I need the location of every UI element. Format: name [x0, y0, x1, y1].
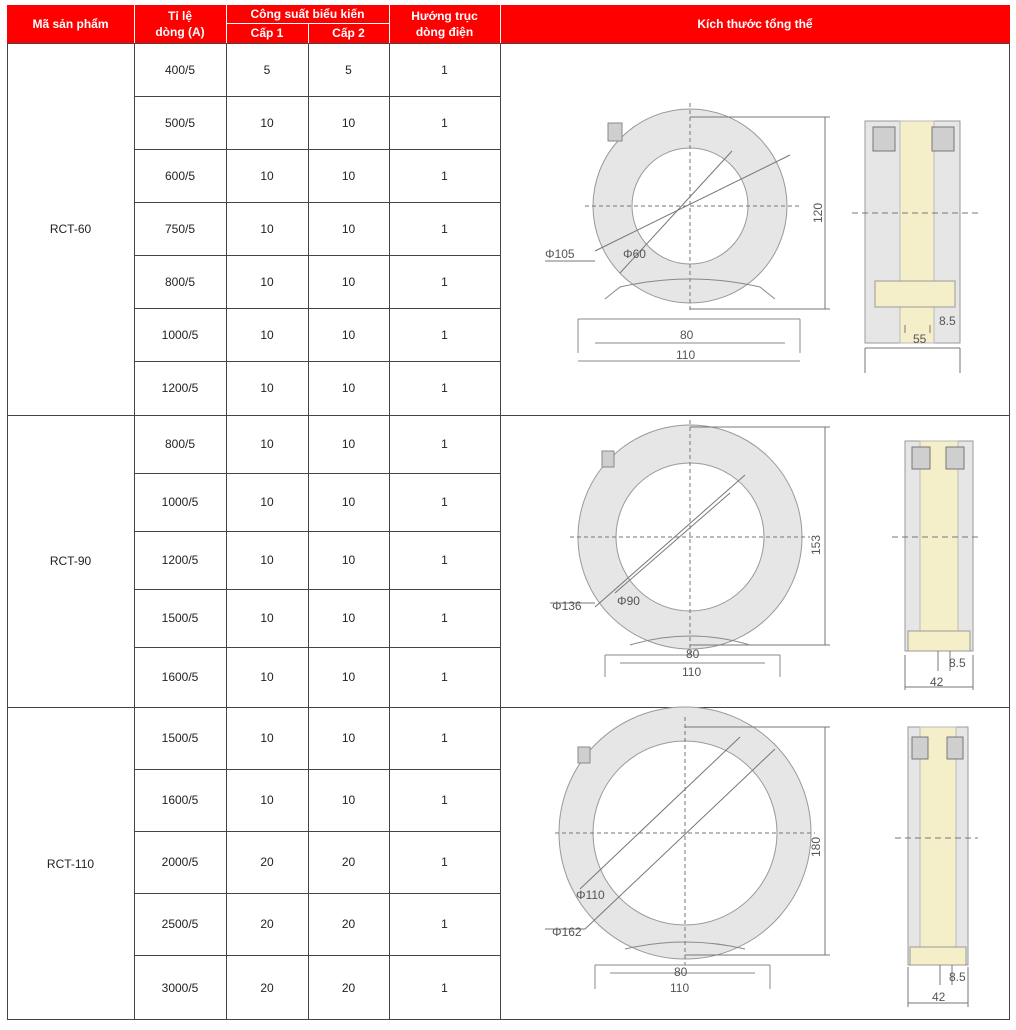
table-row-axis: 1 [441, 221, 448, 236]
table-row-ratio: 2000/5 [161, 855, 199, 869]
table-row-class1: 20 [260, 917, 274, 931]
header-ratio [134, 5, 226, 43]
table-row-ratio: 1200/5 [161, 553, 199, 567]
table-row-axis: 1 [441, 855, 448, 869]
product-code-rct60: RCT-60 [49, 222, 92, 236]
product-code-rct90: RCT-90 [49, 554, 92, 568]
label-outer-dia: Φ162 [552, 925, 582, 939]
label-depth: 42 [930, 675, 944, 689]
table-row-ratio: 1500/5 [161, 731, 199, 745]
table-row-class2: 10 [341, 731, 356, 745]
table-row-ratio: 800/5 [164, 274, 196, 289]
label-base-outer: 110 [682, 665, 702, 679]
label-terminal: 8.5 [949, 970, 966, 984]
table-row-class1: 10 [260, 381, 274, 395]
table-row-class1: 10 [260, 168, 274, 183]
label-height: 120 [811, 202, 825, 223]
product-code-rct110: RCT-110 [46, 856, 95, 871]
table-row-class1: 20 [260, 855, 274, 869]
table-row-ratio: 600/5 [164, 168, 196, 183]
label-outer-dia: Φ136 [552, 599, 582, 613]
table-row-class1: 10 [260, 793, 274, 807]
table-row-ratio: 3000/5 [161, 980, 199, 995]
table-row-axis: 1 [441, 437, 448, 451]
table-row-axis: 1 [441, 381, 448, 395]
label-depth: 55 [913, 332, 927, 346]
header-axis-line2: dòng điện [415, 25, 474, 39]
table-row-axis: 1 [441, 980, 448, 995]
label-base-inner: 80 [686, 647, 700, 661]
table-row-class1: 10 [260, 221, 274, 236]
table-row-class1: 20 [260, 980, 274, 995]
table-row-axis: 1 [441, 731, 448, 745]
table-row-axis: 1 [441, 62, 448, 77]
table-row-axis: 1 [441, 917, 448, 931]
table-row-axis: 1 [441, 553, 448, 567]
table-row-class2: 10 [341, 381, 356, 395]
table-row-class1: 10 [260, 670, 274, 684]
label-outer-dia: Φ105 [545, 247, 575, 261]
table-row-ratio: 500/5 [164, 115, 196, 130]
table-row-class1: 10 [260, 731, 274, 745]
table-row-class2: 20 [341, 980, 356, 995]
table-row-axis: 1 [441, 327, 448, 342]
dimension-drawing-rct60 [500, 43, 1010, 415]
label-inner-dia: Φ90 [617, 594, 640, 608]
table-row-class1: 10 [260, 611, 274, 625]
table-row-axis: 1 [441, 274, 448, 289]
table-row-class1: 10 [260, 115, 274, 130]
table-row-ratio: 1600/5 [161, 670, 199, 684]
table-row-class2: 20 [341, 855, 356, 869]
header-ratio-line2: dòng (A) [155, 25, 205, 39]
header-power: Công suất biểu kiến [226, 5, 389, 23]
table-row-class2: 10 [341, 611, 356, 625]
table-row-class2: 10 [341, 793, 356, 807]
dimension-drawing-rct90 [500, 415, 1010, 707]
label-inner-dia: Φ60 [623, 247, 646, 261]
table-row-class2: 10 [341, 115, 356, 130]
spec-table [7, 5, 1010, 1020]
table-row-class2: 10 [341, 495, 356, 509]
label-base-outer: 110 [670, 981, 690, 995]
table-row-class2: 10 [341, 327, 356, 342]
header-class1: Cấp 1 [226, 23, 308, 43]
dimension-drawing-rct110 [500, 707, 1010, 1020]
table-row-class1: 10 [260, 437, 274, 451]
label-terminal: 8.5 [949, 656, 966, 670]
table-row-ratio: 1000/5 [161, 495, 199, 509]
table-row-axis: 1 [441, 611, 448, 625]
label-inner-dia: Φ110 [576, 888, 605, 902]
header-axis-line1: Hướng trục [411, 9, 478, 23]
label-height: 153 [809, 534, 823, 555]
label-height: 180 [809, 836, 823, 857]
table-row-class2: 20 [341, 917, 356, 931]
table-row-ratio: 1000/5 [161, 327, 199, 342]
table-row-class2: 10 [341, 168, 356, 183]
table-row-axis: 1 [441, 168, 448, 183]
label-base-outer: 110 [676, 348, 696, 362]
table-row-ratio: 1600/5 [161, 793, 199, 807]
table-row-axis: 1 [441, 495, 448, 509]
header-axis [389, 5, 500, 43]
table-row-class2: 10 [341, 553, 356, 567]
table-row-class1: 10 [260, 327, 274, 342]
table-row-axis: 1 [441, 793, 448, 807]
table-row-class2: 10 [341, 437, 356, 451]
header-class2: Cấp 2 [308, 23, 389, 43]
label-base-inner: 80 [680, 328, 694, 342]
table-row-class1: 10 [260, 553, 274, 567]
table-row-class1: 5 [263, 62, 271, 77]
label-terminal: 8.5 [939, 314, 956, 328]
table-row-class2: 10 [341, 274, 356, 289]
header-ratio-line1: Tỉ lệ [167, 9, 192, 23]
table-row-axis: 1 [441, 115, 448, 130]
table-row-ratio: 750/5 [164, 221, 196, 236]
header-product-code: Mã sản phẩm [7, 5, 134, 43]
table-row-class1: 10 [260, 495, 274, 509]
table-row-ratio: 2500/5 [161, 917, 199, 931]
label-depth: 42 [932, 990, 946, 1004]
table-row-class1: 10 [260, 274, 274, 289]
table-row-class2: 10 [341, 670, 356, 684]
table-row-class2: 10 [341, 221, 356, 236]
table-row-ratio: 400/5 [164, 62, 196, 77]
table-row-class2: 5 [345, 62, 352, 77]
table-row-axis: 1 [441, 670, 448, 684]
table-row-ratio: 1200/5 [161, 381, 199, 395]
table-row-ratio: 1500/5 [161, 611, 199, 625]
table-row-ratio: 800/5 [164, 437, 196, 451]
header-dimensions: Kích thước tổng thể [500, 5, 1010, 43]
label-base-inner: 80 [674, 965, 688, 979]
